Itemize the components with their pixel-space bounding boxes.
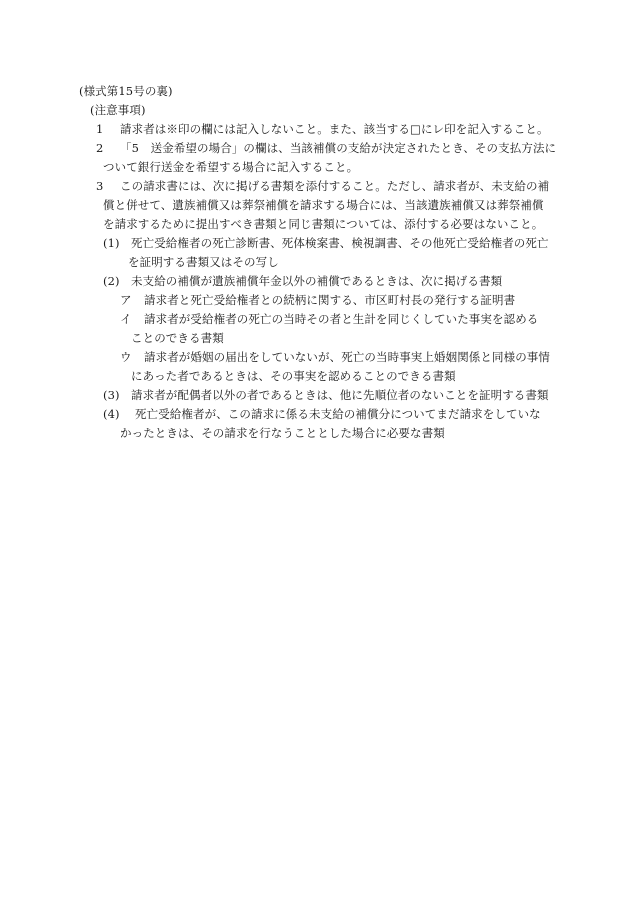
note-3-sub-4 [103,407,541,421]
note-3-sub-2-number: (2) [103,274,120,288]
notes-heading: (注意事項) [90,103,146,117]
note-1-number: 1 [96,122,104,136]
note-3-sub-4-number: (4) [103,407,120,421]
note-3-sub-1-line-1: 死亡受給権者の死亡診断書、死体検案書、検視調書、その他死亡受給権者の死亡 [131,236,549,250]
note-3-sub-1-line-2: を証明する書類又はその写し [128,255,279,269]
note-3-sub-3-number: (3) [103,388,120,402]
note-3-sub-2-item-a-number: ア [120,293,132,307]
note-3-sub-2-item-i-number: イ [120,312,132,326]
note-2-number: 2 [96,141,104,155]
note-3-sub-2-item-u-number: ウ [120,350,132,364]
note-3-sub-2-item-i [120,312,538,326]
note-3-line-2: 償と併せて、遺族補償又は葬祭補償を請求する場合には、当該遺族補償又は葬祭補償 [103,198,544,212]
note-3-sub-2-item-u-line-1: 請求者が婚姻の届出をしていないが、死亡の当時事実上婚姻関係と同様の事情 [144,350,550,364]
note-3-line-1: この請求書には、次に掲げる書類を添付すること。ただし、請求者が、未支給の補 [120,179,550,193]
note-3-sub-2 [103,274,502,288]
note-3-sub-2-item-i-line-1: 請求者が受給権者の死亡の当時その者と生計を同じくしていた事実を認める [144,312,539,326]
note-1-text: 請求者は※印の欄には記入しないこと。また、該当する□にレ印を記入すること。 [120,122,549,136]
note-3-sub-1 [103,236,549,250]
note-3-sub-2-line-1: 未支給の補償が遺族補償年金以外の補償であるときは、次に掲げる書類 [131,274,503,288]
note-2-line-2: ついて銀行送金を希望する場合に記入すること。 [103,160,359,174]
note-2-line-1: 「5 送金希望の場合」の欄は、当該補償の支給が決定されたとき、その支払方法に [120,141,557,155]
note-3-sub-2-item-a [120,293,515,307]
note-3-sub-4-line-2: かったときは、その請求を行なうこととした場合に必要な書類 [120,426,445,440]
note-1 [96,122,549,136]
note-3 [96,179,549,193]
note-3-sub-1-number: (1) [103,236,120,250]
note-3-sub-2-item-a-text: 請求者と死亡受給権者との続柄に関する、市区町村長の発行する証明書 [144,293,516,307]
form-title: (様式第15号の裏) [79,84,173,98]
note-3-sub-4-line-1: 死亡受給権者が、この請求に係る未支給の補償分についてまだ請求をしていな [135,407,541,421]
note-3-sub-3-line-1: 請求者が配偶者以外の者であるときは、他に先順位者のないことを証明する書類 [131,388,549,402]
note-3-sub-3 [103,388,549,402]
note-3-sub-2-item-u [120,350,550,364]
note-3-sub-2-item-i-line-2: ことのできる書類 [131,331,224,345]
note-3-line-3: を請求するために提出すべき書類と同じ書類については、添付する必要はないこと。 [103,217,544,231]
note-3-number: 3 [96,179,104,193]
note-3-sub-2-item-u-line-2: にあった者であるときは、その事実を認めることのできる書類 [131,369,456,383]
note-2 [96,141,556,155]
